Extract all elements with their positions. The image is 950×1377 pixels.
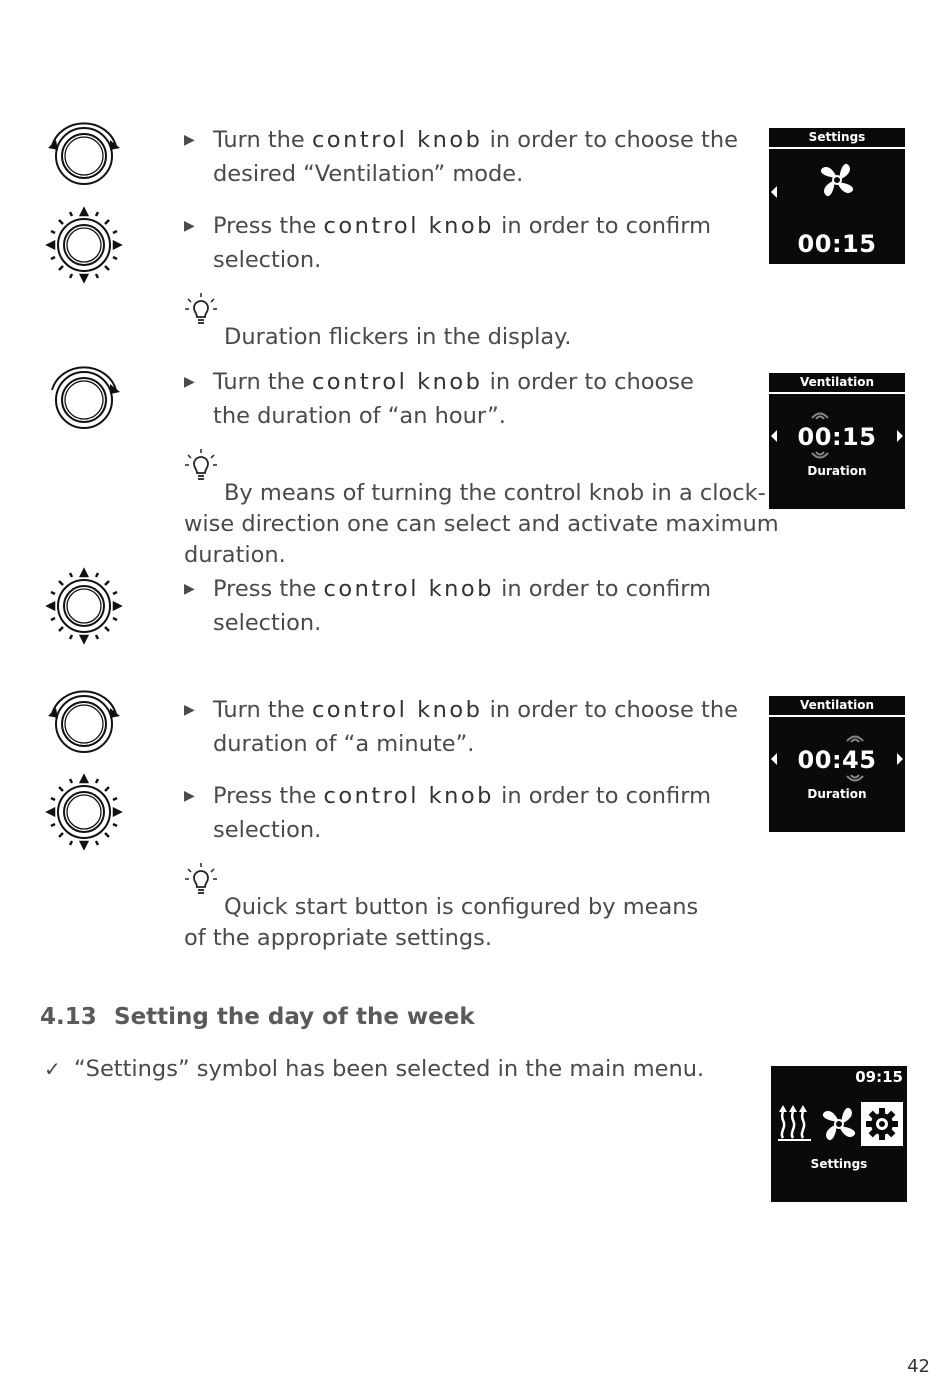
section-heading bbox=[40, 1004, 475, 1030]
instruction-step bbox=[184, 365, 773, 433]
control-knob-term: control knob bbox=[323, 783, 494, 809]
tip-text: Quick start button is configured by means bbox=[224, 894, 699, 920]
tip-note bbox=[184, 462, 779, 571]
tip-text: wise direction one can select and activate maximum bbox=[184, 511, 779, 537]
step-text: the duration of “an hour”. bbox=[213, 403, 506, 429]
step-text: selection. bbox=[213, 610, 322, 636]
step-arrow-icon: ▶ bbox=[184, 788, 195, 804]
step-text: desired “Ventilation” mode. bbox=[213, 161, 524, 187]
lightbulb-icon bbox=[184, 876, 224, 916]
step-arrow-icon: ▶ bbox=[184, 702, 195, 718]
control-knob-term: control knob bbox=[311, 127, 483, 153]
step-text: Turn the bbox=[213, 127, 312, 153]
step-text: in order to confirm bbox=[493, 783, 711, 809]
display-time: 00:15 bbox=[797, 230, 877, 258]
device-display-settings bbox=[769, 128, 905, 264]
step-arrow-icon: ▶ bbox=[184, 581, 195, 597]
tip-note bbox=[184, 876, 698, 954]
step-arrow-icon: ▶ bbox=[184, 132, 195, 148]
flicker-waves-icon bbox=[844, 774, 866, 786]
lightbulb-icon bbox=[184, 306, 224, 346]
flicker-waves-icon bbox=[809, 451, 831, 463]
device-display-ventilation bbox=[769, 696, 905, 832]
press-knob-icon bbox=[44, 772, 124, 852]
step-text: in order to choose the bbox=[482, 697, 738, 723]
heating-icon bbox=[777, 1104, 813, 1142]
tip-note bbox=[184, 306, 571, 353]
fan-icon bbox=[817, 160, 857, 200]
settings-selected-tile bbox=[861, 1102, 903, 1146]
flicker-waves-icon bbox=[809, 408, 831, 420]
rotate-knob-icon bbox=[44, 686, 124, 758]
display-header: Ventilation bbox=[769, 696, 905, 717]
step-text: Turn the bbox=[213, 697, 312, 723]
rotate-knob-icon bbox=[44, 118, 124, 190]
instruction-step bbox=[184, 572, 773, 640]
step-arrow-icon: ▶ bbox=[184, 374, 195, 390]
left-arrow-icon bbox=[771, 186, 777, 198]
step-text: in order to choose the bbox=[482, 127, 738, 153]
control-knob-term: control knob bbox=[311, 369, 483, 395]
device-display-ventilation bbox=[769, 373, 905, 509]
control-knob-term: control knob bbox=[323, 576, 494, 602]
display-label: Duration bbox=[807, 787, 867, 801]
gear-icon bbox=[864, 1106, 900, 1142]
display-header: Ventilation bbox=[769, 373, 905, 394]
page-number: 42 bbox=[907, 1356, 930, 1377]
display-header: Settings bbox=[769, 128, 905, 149]
section-number: 4.13 bbox=[40, 1004, 97, 1030]
fan-icon bbox=[819, 1104, 859, 1144]
instruction-step bbox=[184, 693, 773, 761]
control-knob-term: control knob bbox=[311, 697, 483, 723]
tip-text: Duration flickers in the display. bbox=[224, 324, 572, 350]
press-knob-icon bbox=[44, 205, 124, 285]
step-text: duration of “a minute”. bbox=[213, 731, 475, 757]
tip-text: of the appropriate settings. bbox=[184, 925, 493, 951]
step-arrow-icon: ▶ bbox=[184, 218, 195, 234]
step-text: Press the bbox=[213, 576, 324, 602]
step-text: selection. bbox=[213, 247, 322, 273]
precondition bbox=[44, 1056, 704, 1082]
instruction-step bbox=[184, 123, 773, 191]
display-clock: 09:15 bbox=[855, 1068, 903, 1086]
step-text: Press the bbox=[213, 213, 324, 239]
precondition-text: “Settings” symbol has been selected in the main menu. bbox=[74, 1056, 705, 1082]
step-text: Press the bbox=[213, 783, 324, 809]
tip-text: duration. bbox=[184, 542, 286, 568]
display-label: Settings bbox=[810, 1157, 868, 1171]
step-text: in order to confirm bbox=[493, 213, 711, 239]
device-display-main-menu bbox=[771, 1066, 907, 1202]
instruction-step bbox=[184, 209, 773, 277]
flicker-waves-icon bbox=[844, 731, 866, 743]
step-text: selection. bbox=[213, 817, 322, 843]
checkmark-icon: ✓ bbox=[44, 1057, 61, 1081]
press-knob-icon bbox=[44, 566, 124, 646]
display-time: 00:45 bbox=[797, 746, 877, 774]
rotate-knob-icon bbox=[44, 362, 124, 434]
tip-text: By means of turning the control knob in a clock- bbox=[224, 480, 766, 506]
display-time: 00:15 bbox=[797, 423, 877, 451]
step-text: in order to confirm bbox=[493, 576, 711, 602]
instruction-step bbox=[184, 779, 773, 847]
display-label: Duration bbox=[807, 464, 867, 478]
step-text: Turn the bbox=[213, 369, 312, 395]
step-text: in order to choose bbox=[482, 369, 694, 395]
lightbulb-icon bbox=[184, 462, 224, 502]
control-knob-term: control knob bbox=[323, 213, 494, 239]
section-title: Setting the day of the week bbox=[114, 1004, 475, 1030]
